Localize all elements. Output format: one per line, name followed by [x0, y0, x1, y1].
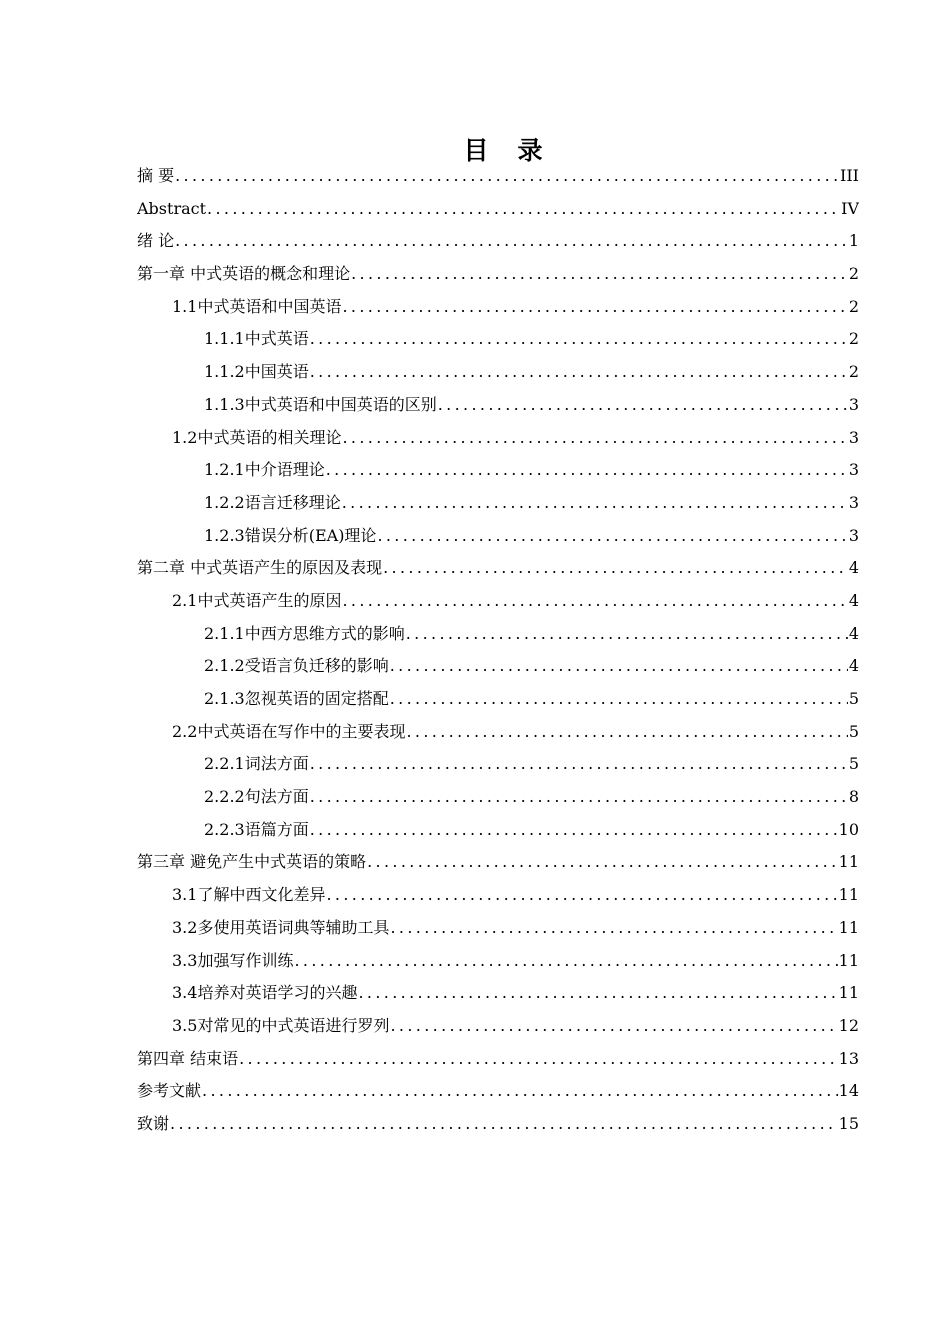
toc-entry-label: 3.1了解中西文化差异: [172, 885, 326, 905]
toc-entry[interactable]: [137, 291, 859, 324]
toc-dot-leader: [207, 193, 840, 226]
toc-entry-page-number: 1: [848, 231, 859, 251]
toc-entry-page-number: III: [840, 166, 859, 185]
toc-entry[interactable]: [137, 716, 859, 749]
toc-entry-label: 2.1中式英语产生的原因: [172, 590, 342, 610]
toc-entry-page-number: 8: [848, 787, 859, 807]
toc-entry-page-number: 4: [848, 623, 859, 643]
toc-entry-label: 第一章 中式英语的概念和理论: [137, 264, 351, 284]
toc-entry-label: 3.2多使用英语词典等辅助工具: [172, 917, 390, 937]
toc-entry-label: 2.1.2受语言负迁移的影响: [204, 656, 389, 676]
toc-entry-label: 1.1.3中式英语和中国英语的区别: [204, 394, 437, 414]
toc-entry-label: 3.4培养对英语学习的兴趣: [172, 983, 358, 1003]
toc-entry-label: 第四章 结束语: [137, 1048, 239, 1068]
toc-dot-leader: [310, 323, 848, 356]
toc-dot-leader: [390, 683, 848, 716]
toc-entry-page-number: 2: [848, 362, 859, 382]
toc-entry-page-number: 11: [838, 885, 859, 905]
toc-dot-leader: [383, 552, 848, 585]
toc-entry-label: 1.1中式英语和中国英语: [172, 296, 342, 316]
toc-entry-page-number: 5: [848, 721, 859, 741]
toc-entry-page-number: 3: [848, 492, 859, 512]
toc-entry-page-number: 3: [848, 460, 859, 480]
toc-dot-leader: [310, 781, 848, 814]
toc-entry-page-number: 5: [848, 754, 859, 774]
toc-entry-page-number: 4: [848, 558, 859, 578]
toc-entry[interactable]: [137, 683, 859, 716]
toc-dot-leader: [358, 977, 837, 1010]
toc-entry[interactable]: [137, 258, 859, 291]
toc-entry-label: 2.1.1中西方思维方式的影响: [204, 623, 405, 643]
toc-entry-label: 参考文献: [137, 1081, 202, 1101]
toc-entry[interactable]: [137, 846, 859, 879]
toc-entry-label: 2.2中式英语在写作中的主要表现: [172, 721, 406, 741]
toc-entry-label: 第三章 避免产生中式英语的策略: [137, 852, 367, 872]
toc-dot-leader: [326, 454, 848, 487]
toc-entry-label: 3.3加强写作训练: [172, 950, 294, 970]
toc-dot-leader: [294, 945, 837, 978]
toc-entry-page-number: 3: [848, 525, 859, 545]
toc-title: 目 录: [463, 136, 545, 165]
toc-entry[interactable]: [137, 650, 859, 683]
toc-dot-leader: [390, 912, 837, 945]
toc-entry-label: 第二章 中式英语产生的原因及表现: [137, 558, 383, 578]
toc-dot-leader: [390, 1010, 837, 1043]
toc-dot-leader: [310, 356, 848, 389]
toc-dot-leader: [342, 422, 847, 455]
toc-entry[interactable]: [137, 1010, 859, 1043]
toc-dot-leader: [406, 618, 848, 651]
toc-dot-leader: [342, 487, 848, 520]
toc-entry-page-number: 2: [848, 329, 859, 349]
toc-entry-label: 1.2.1中介语理论: [204, 460, 325, 480]
toc-dot-leader: [175, 160, 839, 193]
toc-entry-page-number: 5: [848, 689, 859, 708]
toc-entry[interactable]: [137, 323, 859, 356]
toc-entry[interactable]: [137, 422, 859, 455]
toc-entry-page-number: 15: [838, 1113, 859, 1133]
toc-entry-page-number: 12: [838, 1015, 859, 1035]
toc-entry[interactable]: [137, 160, 859, 193]
toc-dot-leader: [438, 389, 848, 422]
toc-entry-page-number: IV: [841, 198, 859, 218]
toc-entry-page-number: 2: [848, 264, 859, 284]
toc-dot-leader: [310, 814, 838, 847]
toc-entry-label: 绪 论: [137, 231, 175, 251]
toc-entry[interactable]: [137, 356, 859, 389]
toc-dot-leader: [310, 748, 848, 781]
toc-entry-label: 致谢: [137, 1113, 170, 1133]
toc-entry-label: Abstract: [137, 198, 207, 218]
toc-entry[interactable]: [137, 1075, 859, 1108]
toc-entry-label: 1.2.3错误分析(EA)理论: [204, 525, 377, 545]
toc-list: [137, 160, 859, 1141]
toc-dot-leader: [406, 716, 847, 749]
toc-entry-label: 2.2.3语篇方面: [204, 819, 309, 839]
toc-entry[interactable]: [137, 585, 859, 618]
toc-entry-label: 摘 要: [137, 166, 175, 185]
toc-entry[interactable]: [137, 552, 859, 585]
toc-entry[interactable]: [137, 225, 859, 258]
toc-entry[interactable]: [137, 618, 859, 651]
toc-entry-label: 1.1.1中式英语: [204, 329, 309, 349]
toc-entry[interactable]: [137, 193, 859, 226]
toc-entry-page-number: 3: [848, 394, 859, 414]
toc-entry[interactable]: [137, 389, 859, 422]
toc-entry-page-number: 14: [838, 1081, 859, 1101]
toc-entry[interactable]: [137, 912, 859, 945]
toc-entry-label: 2.2.1词法方面: [204, 754, 309, 774]
toc-entry-page-number: 11: [838, 917, 859, 937]
toc-dot-leader: [326, 879, 837, 912]
toc-dot-leader: [377, 520, 847, 553]
toc-dot-leader: [342, 291, 847, 324]
toc-entry[interactable]: [137, 945, 859, 978]
toc-dot-leader: [351, 258, 848, 291]
toc-entry-label: 1.2中式英语的相关理论: [172, 427, 342, 447]
toc-entry-page-number: 10: [838, 819, 859, 839]
toc-dot-leader: [202, 1075, 838, 1108]
toc-dot-leader: [342, 585, 847, 618]
toc-dot-leader: [175, 225, 848, 258]
toc-entry-label: 3.5对常见的中式英语进行罗列: [172, 1015, 390, 1035]
toc-entry[interactable]: [137, 454, 859, 487]
toc-dot-leader: [390, 650, 848, 683]
toc-entry-page-number: 11: [838, 950, 859, 970]
toc-dot-leader: [367, 846, 838, 879]
toc-entry[interactable]: [137, 520, 859, 553]
toc-entry[interactable]: [137, 814, 859, 847]
toc-entry-page-number: 4: [848, 656, 859, 676]
toc-entry-label: 2.2.2句法方面: [204, 787, 309, 807]
toc-entry-page-number: 13: [838, 1048, 859, 1068]
toc-entry-page-number: 11: [838, 983, 859, 1003]
toc-entry-page-number: 4: [848, 590, 859, 610]
toc-entry[interactable]: [137, 879, 859, 912]
toc-entry[interactable]: [137, 781, 859, 814]
toc-entry-label: 1.2.2语言迁移理论: [204, 492, 341, 512]
toc-entry-label: 2.1.3忽视英语的固定搭配: [204, 689, 389, 708]
toc-entry-page-number: 3: [848, 427, 859, 447]
toc-entry[interactable]: [137, 748, 859, 781]
toc-entry[interactable]: [137, 1043, 859, 1076]
toc-dot-leader: [170, 1108, 838, 1141]
toc-entry[interactable]: [137, 977, 859, 1010]
toc-dot-leader: [239, 1043, 838, 1076]
toc-entry-page-number: 2: [848, 296, 859, 316]
toc-entry[interactable]: [137, 487, 859, 520]
toc-entry-page-number: 11: [838, 852, 859, 872]
toc-entry-label: 1.1.2中国英语: [204, 362, 309, 382]
toc-entry[interactable]: [137, 1108, 859, 1141]
